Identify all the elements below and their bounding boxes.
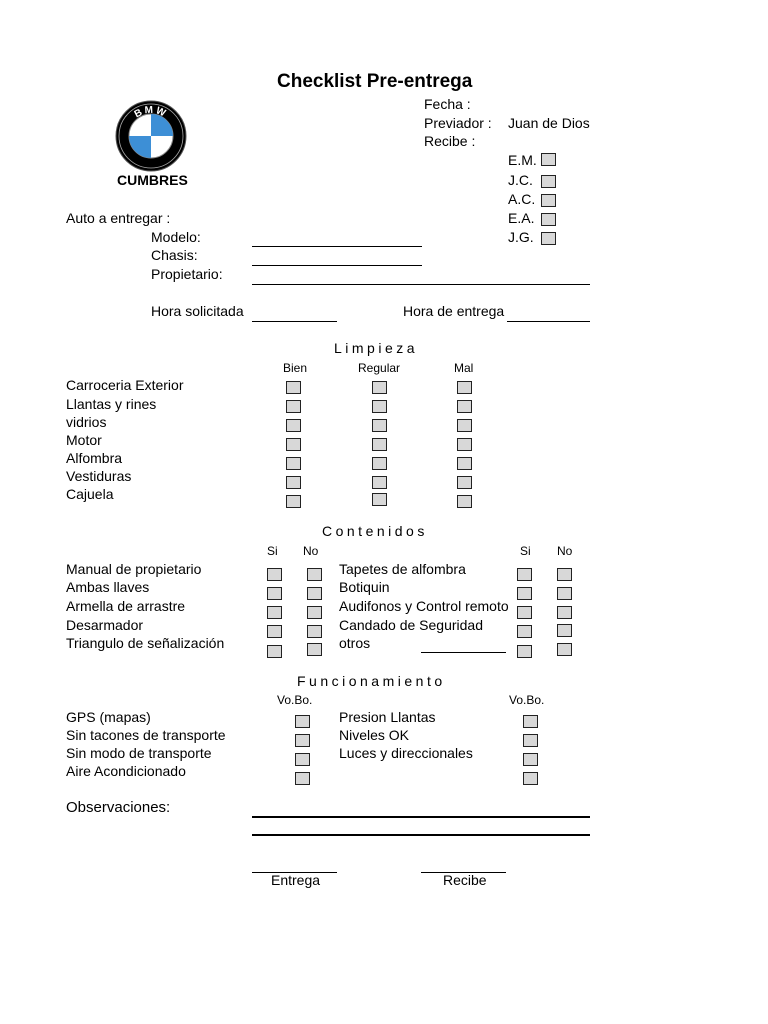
contenidos-si-checkbox[interactable]: [267, 606, 282, 619]
limpieza-item: Llantas y rines: [66, 396, 157, 412]
limpieza-regular-checkbox[interactable]: [372, 493, 387, 506]
contenidos-si-checkbox[interactable]: [267, 587, 282, 600]
contenidos-item-right: Tapetes de alfombra: [339, 561, 466, 577]
initial-checkbox[interactable]: [541, 153, 556, 166]
contenidos-item: Desarmador: [66, 617, 144, 633]
contenidos-no-checkbox[interactable]: [557, 568, 572, 581]
limpieza-mal-checkbox[interactable]: [457, 438, 472, 451]
limpieza-regular-checkbox[interactable]: [372, 438, 387, 451]
contenidos-item: Ambas llaves: [66, 579, 150, 595]
col-bien: Bien: [283, 361, 308, 375]
limpieza-bien-checkbox[interactable]: [286, 476, 301, 489]
funcionamiento-item: Sin modo de transporte: [66, 745, 212, 761]
contenidos-no-checkbox[interactable]: [307, 568, 322, 581]
initial-checkbox[interactable]: [541, 213, 556, 226]
modelo-field[interactable]: [252, 246, 422, 247]
initial-label: J.G.: [508, 229, 534, 245]
logo-text: BMW: [132, 104, 170, 121]
contenidos-no-checkbox[interactable]: [557, 643, 572, 656]
limpieza-regular-checkbox[interactable]: [372, 476, 387, 489]
vobo-checkbox[interactable]: [295, 753, 310, 766]
hora-solicitada-field[interactable]: [252, 321, 337, 322]
contenidos-item-right: Botiquin: [339, 579, 390, 595]
fecha-label: Fecha :: [424, 96, 471, 112]
vobo-checkbox[interactable]: [295, 715, 310, 728]
limpieza-bien-checkbox[interactable]: [286, 495, 301, 508]
vobo-checkbox[interactable]: [523, 734, 538, 747]
limpieza-bien-checkbox[interactable]: [286, 419, 301, 432]
vobo-checkbox[interactable]: [523, 753, 538, 766]
initial-label: E.A.: [508, 210, 535, 226]
funcionamiento-item-right: Niveles OK: [339, 727, 410, 743]
previador-value: Juan de Dios: [508, 115, 590, 131]
limpieza-regular-checkbox[interactable]: [372, 400, 387, 413]
page-title: Checklist Pre-entrega: [277, 71, 473, 92]
col-mal: Mal: [454, 361, 474, 375]
limpieza-heading: Limpieza: [334, 340, 419, 356]
initial-label: J.C.: [508, 172, 533, 188]
initial-checkbox[interactable]: [541, 232, 556, 245]
col-si-right: Si: [520, 544, 531, 558]
otros-field[interactable]: [421, 652, 506, 653]
contenidos-si-checkbox[interactable]: [267, 625, 282, 638]
limpieza-regular-checkbox[interactable]: [372, 381, 387, 394]
col-vobo: Vo.Bo.: [277, 693, 313, 707]
observaciones-line[interactable]: [252, 834, 590, 836]
funcionamiento-heading: Funcionamiento: [297, 673, 446, 689]
entrega-label: Entrega: [271, 872, 321, 888]
contenidos-no-checkbox[interactable]: [557, 624, 572, 637]
chasis-label: Chasis:: [151, 247, 198, 263]
initial-label: E.M.: [508, 152, 537, 168]
contenidos-item-right: Audifonos y Control remoto: [339, 598, 509, 614]
contenidos-si-checkbox[interactable]: [517, 587, 532, 600]
contenidos-no-checkbox[interactable]: [307, 643, 322, 656]
limpieza-bien-checkbox[interactable]: [286, 400, 301, 413]
funcionamiento-item: GPS (mapas): [66, 709, 151, 725]
vobo-checkbox[interactable]: [295, 734, 310, 747]
limpieza-bien-checkbox[interactable]: [286, 457, 301, 470]
contenidos-si-checkbox[interactable]: [517, 645, 532, 658]
col-regular: Regular: [358, 361, 401, 375]
limpieza-mal-checkbox[interactable]: [457, 400, 472, 413]
funcionamiento-item: Sin tacones de transporte: [66, 727, 226, 743]
limpieza-bien-checkbox[interactable]: [286, 438, 301, 451]
col-si: Si: [267, 544, 278, 558]
col-no-right: No: [557, 544, 573, 558]
auto-label: Auto a entregar :: [66, 210, 171, 226]
modelo-label: Modelo:: [151, 229, 201, 245]
recibe-label: Recibe :: [424, 133, 476, 149]
limpieza-item: Alfombra: [66, 450, 123, 466]
contenidos-no-checkbox[interactable]: [557, 587, 572, 600]
contenidos-no-checkbox[interactable]: [307, 606, 322, 619]
col-vobo-right: Vo.Bo.: [509, 693, 545, 707]
vobo-checkbox[interactable]: [523, 715, 538, 728]
contenidos-si-checkbox[interactable]: [517, 606, 532, 619]
limpieza-mal-checkbox[interactable]: [457, 419, 472, 432]
col-no: No: [303, 544, 319, 558]
funcionamiento-item-right: Luces y direccionales: [339, 745, 473, 761]
limpieza-mal-checkbox[interactable]: [457, 476, 472, 489]
bmw-logo: [115, 100, 187, 172]
contenidos-no-checkbox[interactable]: [557, 606, 572, 619]
limpieza-mal-checkbox[interactable]: [457, 381, 472, 394]
observaciones-line[interactable]: [252, 816, 590, 818]
contenidos-item-right: Candado de Seguridad: [339, 617, 484, 633]
vobo-checkbox[interactable]: [295, 772, 310, 785]
limpieza-bien-checkbox[interactable]: [286, 381, 301, 394]
recibe-signature-label: Recibe: [443, 872, 487, 888]
funcionamiento-item: Aire Acondicionado: [66, 763, 186, 779]
hora-entrega-field[interactable]: [507, 321, 590, 322]
vobo-checkbox[interactable]: [523, 772, 538, 785]
limpieza-regular-checkbox[interactable]: [372, 419, 387, 432]
contenidos-no-checkbox[interactable]: [307, 625, 322, 638]
limpieza-mal-checkbox[interactable]: [457, 457, 472, 470]
contenidos-item: Manual de propietario: [66, 561, 202, 577]
contenidos-si-checkbox[interactable]: [267, 568, 282, 581]
contenidos-item: Armella de arrastre: [66, 598, 186, 614]
limpieza-item: Vestiduras: [66, 468, 132, 484]
contenidos-item-right: otros: [339, 635, 371, 651]
funcionamiento-item-right: Presion Llantas: [339, 709, 436, 725]
initial-checkbox[interactable]: [541, 175, 556, 188]
contenidos-heading: Contenidos: [322, 523, 428, 539]
limpieza-mal-checkbox[interactable]: [457, 495, 472, 508]
propietario-label: Propietario:: [151, 266, 223, 282]
limpieza-regular-checkbox[interactable]: [372, 457, 387, 470]
hora-solicitada-label: Hora solicitada: [151, 303, 244, 319]
limpieza-item: Motor: [66, 432, 102, 448]
hora-entrega-label: Hora de entrega: [403, 303, 505, 319]
initial-label: A.C.: [508, 191, 536, 207]
dealer-name: CUMBRES: [117, 172, 188, 188]
contenidos-si-checkbox[interactable]: [517, 568, 532, 581]
observaciones-label: Observaciones:: [66, 799, 171, 816]
contenidos-no-checkbox[interactable]: [307, 587, 322, 600]
limpieza-item: Cajuela: [66, 486, 114, 502]
previador-label: Previador :: [424, 115, 492, 131]
limpieza-item: Carroceria Exterior: [66, 377, 184, 393]
contenidos-item: Triangulo de señalización: [66, 635, 225, 651]
contenidos-si-checkbox[interactable]: [267, 645, 282, 658]
chasis-field[interactable]: [252, 265, 422, 266]
limpieza-item: vidrios: [66, 414, 107, 430]
contenidos-si-checkbox[interactable]: [517, 625, 532, 638]
propietario-field[interactable]: [252, 284, 590, 285]
initial-checkbox[interactable]: [541, 194, 556, 207]
